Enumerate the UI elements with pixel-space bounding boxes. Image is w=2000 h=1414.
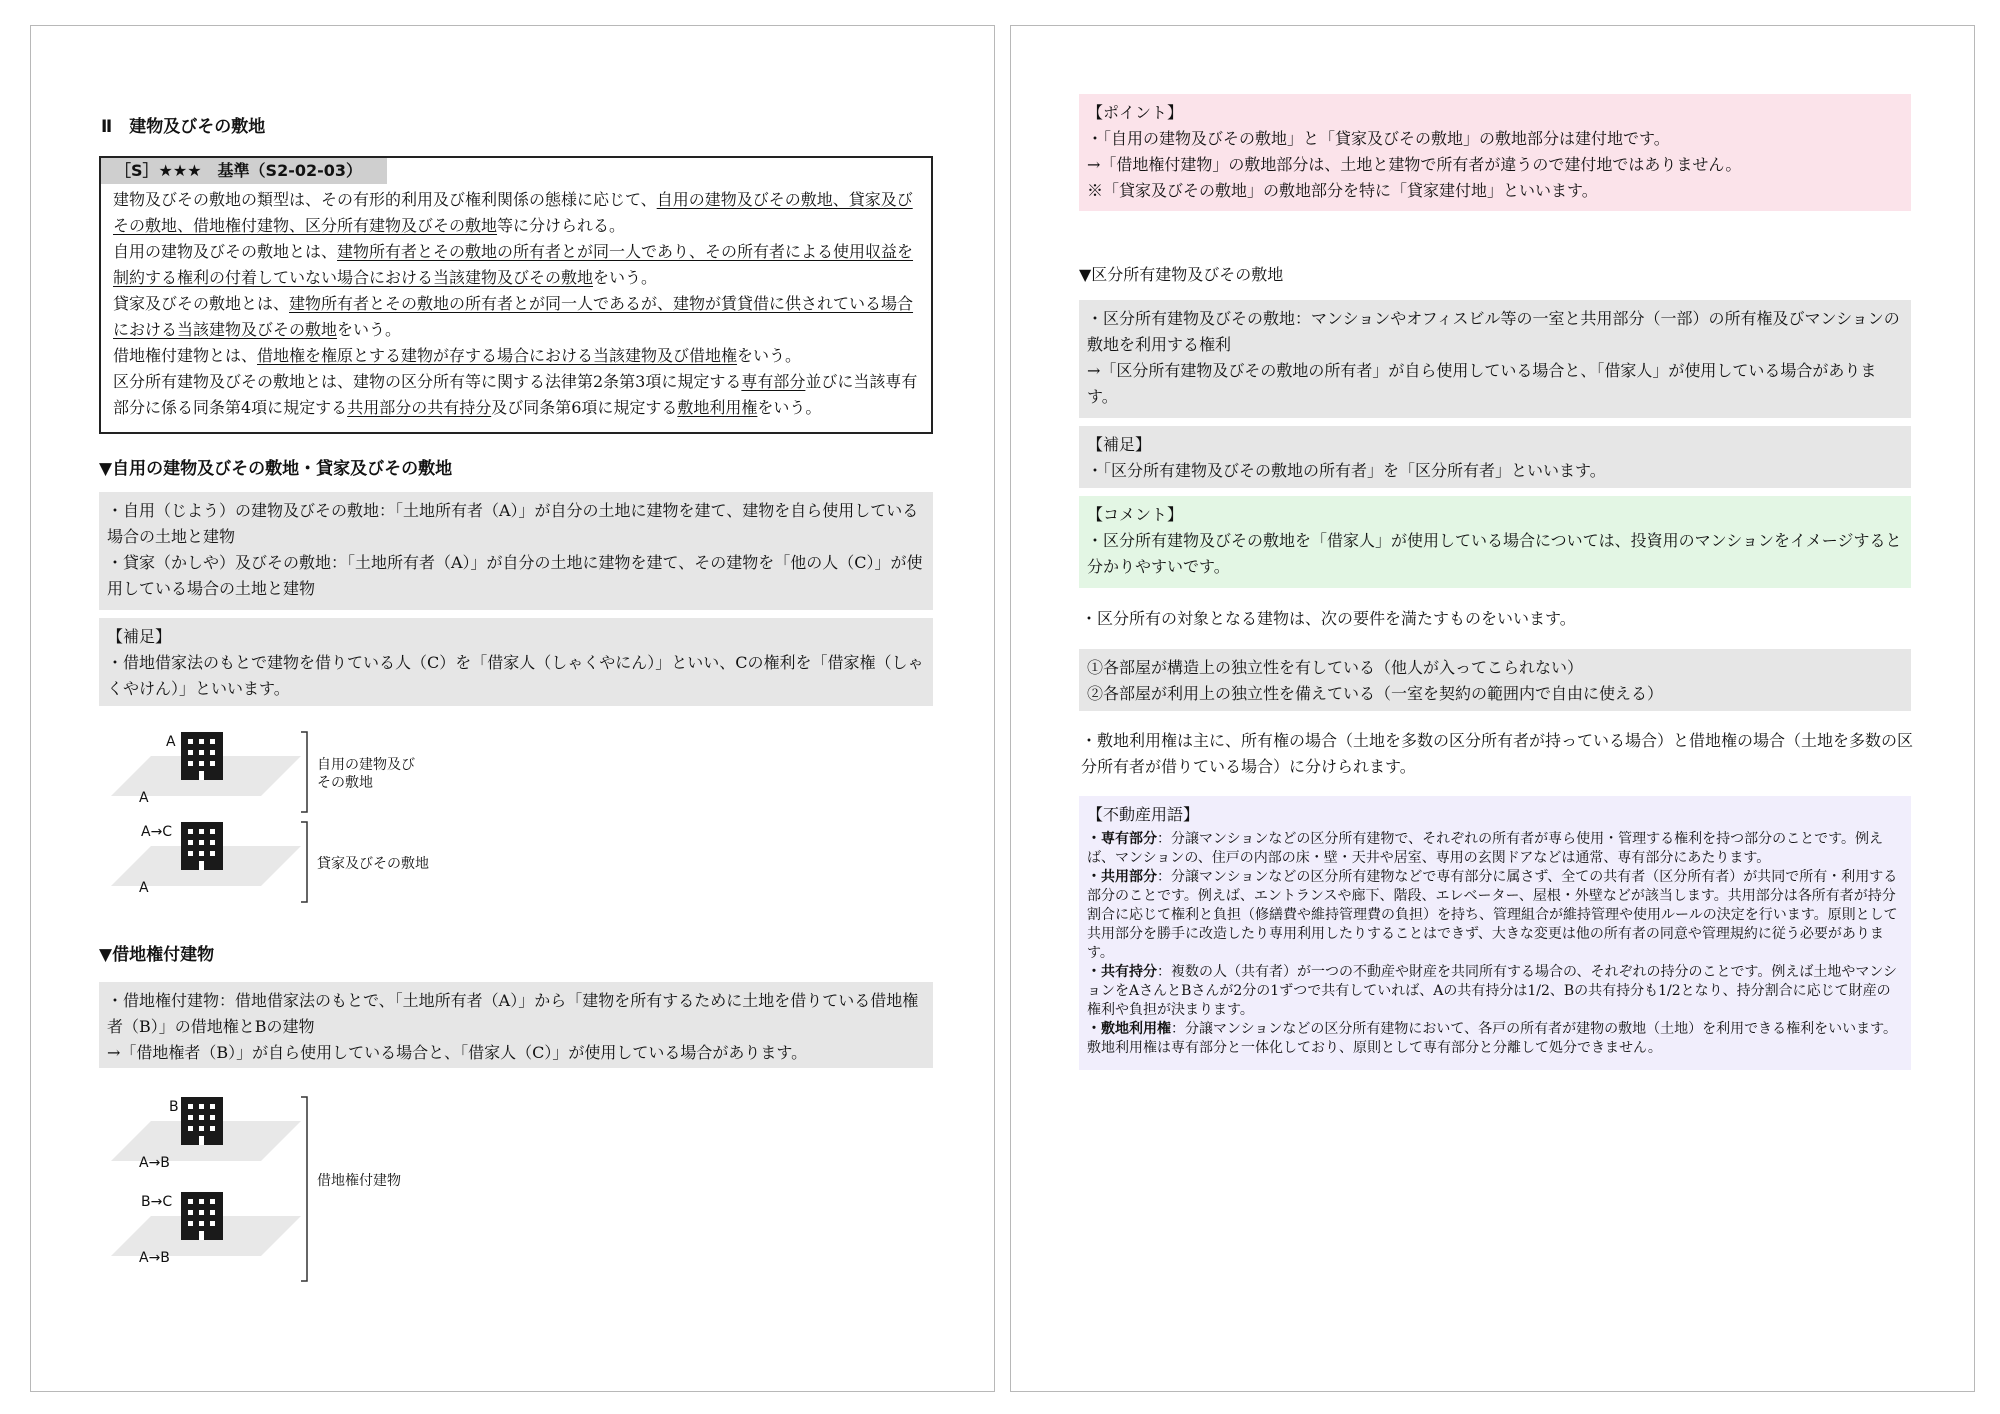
diagram2-bottom-building-label: B→C bbox=[141, 1194, 173, 1210]
term-item bbox=[1087, 963, 1903, 1020]
hosoku-title: 【補足】 bbox=[107, 627, 172, 646]
shakuchi-line-2: →「借地権者（B）」が自ら使用している場合と、「借家人（C）」が使用している場合があります。 bbox=[107, 1043, 808, 1062]
jiyou-box bbox=[99, 492, 933, 610]
standard-paragraph bbox=[113, 369, 921, 421]
point-line-3: ※「貸家及びその敷地」の敷地部分を特に「貸家建付地」といいます。 bbox=[1087, 181, 1598, 200]
comment-title: 【コメント】 bbox=[1087, 505, 1184, 524]
requirement-1: ①各部屋が構造上の独立性を有している（他人が入ってこられない） bbox=[1087, 658, 1584, 677]
underlined-text: 敷地利用権 bbox=[677, 398, 758, 417]
shakuchi-line-1: ・借地権付建物：借地借家法のもとで、「土地所有者（A）」から「建物を所有するために土地を借りている借地権者（B）」の借地権とBの建物 bbox=[107, 991, 919, 1036]
underlined-text: 共用部分の共有持分 bbox=[347, 398, 492, 417]
text-run: 建物及びその敷地の類型は、その有形的利用及び権利関係の態様に応じて、 bbox=[113, 190, 657, 209]
diagram1-bottom-land-label: A bbox=[139, 880, 149, 896]
bracket-bottom bbox=[301, 822, 307, 902]
term-description: ：分譲マンションなどの区分所有建物において、各戸の所有者が建物の敷地（土地）を利用できる権利をいいます。敷地利用権は専有部分と一体化しており、原則として専有部分と分離して処分できません。 bbox=[1087, 1021, 1897, 1056]
shikichi-text: ・敷地利用権は主に、所有権の場合（土地を多数の区分所有者が持っている場合）と借地権の場合（土地を多数の区分所有者が借りている場合）に分けられます。 bbox=[1081, 731, 1914, 776]
kubun-line-1: ・区分所有建物及びその敷地：マンションやオフィスビル等の一室と共用部分（一部）の所有権及びマンションの敷地を利用する権利 bbox=[1087, 309, 1900, 354]
term-item bbox=[1087, 830, 1903, 868]
text-run: をいう。 bbox=[337, 320, 402, 339]
term-name: ・共用部分 bbox=[1087, 869, 1157, 885]
right-page bbox=[1010, 25, 1975, 1392]
diagram1-top-caption: 自用の建物及び その敷地 bbox=[317, 757, 415, 791]
requirements-intro: ・区分所有の対象となる建物は、次の要件を満たすものをいいます。 bbox=[1081, 609, 1576, 628]
standard-text bbox=[113, 187, 921, 421]
text-run: 区分所有建物及びその敷地とは、建物の区分所有等に関する法律第2条第3項に規定する bbox=[113, 372, 742, 391]
text-run: 並びに当該専有部分に係る同条第4項に規定する bbox=[113, 372, 918, 417]
term-description: ：分譲マンションなどの区分所有建物などで専有部分に属さず、全ての共有者（区分所有者）が共同で所有・利用する部分のことです。例えば、エントランスや廊下、階段、エレベーター、屋根・外壁などが該当します。共用部分は各所有者が持分割合に応じて権利と負担（修繕費や維持管理費の負担）を持ち、管理組合が維持管理や使用ルールの決定を行います。原則として共用部分を勝手に改造したり専用利用したりすることはできず、大きな変更は他の所有者の同意や管理規約に従う必要があります。 bbox=[1087, 869, 1898, 961]
standard-paragraph bbox=[113, 187, 921, 239]
text-run: 及び同条第6項に規定する bbox=[491, 398, 678, 417]
diagram2-top-building-label: B bbox=[169, 1099, 179, 1115]
standard-paragraph bbox=[113, 239, 921, 291]
text-run: をいう。 bbox=[757, 398, 822, 417]
diagram1-bottom-building-label: A→C bbox=[141, 824, 173, 840]
requirements-box bbox=[1079, 649, 1911, 711]
text-run: をいう。 bbox=[593, 268, 658, 287]
terms-box bbox=[1079, 796, 1911, 1070]
jiyou-line-2: ・貸家（かしや）及びその敷地：「土地所有者（A）」が自分の土地に建物を建て、その建物を「他の人（C）」が使用している場合の土地と建物 bbox=[107, 553, 923, 598]
standard-label: ［S］★★★ 基準（S2-02-03） bbox=[101, 158, 387, 184]
heading-jiyou: ▼自用の建物及びその敷地・貸家及びその敷地 bbox=[99, 459, 453, 479]
standard-paragraph bbox=[113, 343, 921, 369]
underlined-text: 自用の建物及びその敷地、貸家及びその敷地、借地権付建物、区分所有建物及びその敷地 bbox=[113, 190, 913, 235]
comment-box bbox=[1079, 496, 1911, 588]
left-page bbox=[30, 25, 995, 1392]
jiyou-line-1: ・自用（じよう）の建物及びその敷地：「土地所有者（A）」が自分の土地に建物を建て、建物を自ら使用している場合の土地と建物 bbox=[107, 501, 919, 546]
hosoku2-title: 【補足】 bbox=[1087, 435, 1152, 454]
point-line-2: →「借地権付建物」の敷地部分は、土地と建物で所有者が違うので建付地ではありません。 bbox=[1087, 155, 1742, 174]
terms-list bbox=[1087, 830, 1903, 1058]
term-description: ：複数の人（共有者）が一つの不動産や財産を共同所有する場合の、それぞれの持分のことです。例えば土地やマンションをAさんとBさんが2分の1ずつで共有していれば、Aの共有持分は1/2、Bの共有持分も1/2となり、持分割合に応じて財産の権利や負担が決まります。 bbox=[1087, 964, 1897, 1018]
requirement-2: ②各部屋が利用上の独立性を備えている（一室を契約の範囲内で自由に使える） bbox=[1087, 684, 1664, 703]
term-description: ：分譲マンションなどの区分所有建物で、それぞれの所有者が専ら使用・管理する権利を持つ部分のことです。例えば、マンションの、住戸の内部の床・壁・天井や居室、専用の玄関ドアなどは通常、専有部分にあたります。 bbox=[1087, 831, 1883, 866]
terms-title: 【不動産用語】 bbox=[1087, 805, 1200, 824]
term-item bbox=[1087, 1020, 1903, 1058]
text-run: 借地権付建物とは、 bbox=[113, 346, 258, 365]
diagram2-bottom-land-label: A→B bbox=[139, 1250, 170, 1266]
kubun-box bbox=[1079, 300, 1911, 418]
standard-box bbox=[99, 156, 933, 434]
hosoku2-text: ・「区分所有建物及びその敷地の所有者」を「区分所有者」といいます。 bbox=[1087, 461, 1606, 480]
diagram1-bottom-caption: 貸家及びその敷地 bbox=[317, 856, 429, 872]
diagram2-top-land-label: A→B bbox=[139, 1155, 170, 1171]
hosoku-box bbox=[99, 618, 933, 706]
diagram1-top-land-label: A bbox=[139, 790, 149, 806]
underlined-text: 建物所有者とその敷地の所有者とが同一人であり、その所有者による使用収益を制約する権利の付着していない場合における当該建物及びその敷地 bbox=[113, 242, 914, 287]
point-title: 【ポイント】 bbox=[1087, 103, 1184, 122]
underlined-text: 専有部分 bbox=[741, 372, 806, 391]
diagram2-caption: 借地権付建物 bbox=[317, 1173, 401, 1189]
term-name: ・共有持分 bbox=[1087, 964, 1157, 980]
point-box bbox=[1079, 94, 1911, 211]
heading-shakuchi: ▼借地権付建物 bbox=[99, 945, 215, 965]
diagram1-top-building-label: A bbox=[166, 734, 176, 750]
standard-paragraph bbox=[113, 291, 921, 343]
section-title: Ⅱ 建物及びその敷地 bbox=[101, 117, 266, 137]
bracket bbox=[301, 1097, 307, 1281]
shakuchi-box bbox=[99, 982, 933, 1068]
term-item bbox=[1087, 868, 1903, 963]
comment-text: ・区分所有建物及びその敷地を「借家人」が使用している場合については、投資用のマンションをイメージすると分かりやすいです。 bbox=[1087, 531, 1902, 576]
heading-kubun: ▼区分所有建物及びその敷地 bbox=[1079, 265, 1284, 284]
term-name: ・専有部分 bbox=[1087, 831, 1157, 847]
diagram-jiyou-kashiya bbox=[101, 726, 521, 911]
bracket-top bbox=[301, 732, 307, 812]
underlined-text: 借地権を権原とする建物が存する場合における当該建物及び借地権 bbox=[257, 346, 738, 365]
text-run: をいう。 bbox=[737, 346, 802, 365]
building-icon-bottom bbox=[181, 822, 223, 870]
term-name: ・敷地利用権 bbox=[1087, 1021, 1171, 1037]
text-run: 等に分けられる。 bbox=[497, 216, 626, 235]
building-icon-bottom bbox=[181, 1192, 223, 1240]
underlined-text: 建物所有者とその敷地の所有者とが同一人であるが、建物が賃貸借に供されている場合における当該建物及びその敷地 bbox=[113, 294, 914, 339]
text-run: 貸家及びその敷地とは、 bbox=[113, 294, 290, 313]
hosoku-text: ・借地借家法のもとで建物を借りている人（C）を「借家人（しゃくやにん）」といい、Cの権利を「借家権（しゃくやけん）」といいます。 bbox=[107, 653, 924, 698]
point-line-1: ・「自用の建物及びその敷地」と「貸家及びその敷地」の敷地部分は建付地です。 bbox=[1087, 129, 1670, 148]
text-run: 自用の建物及びその敷地とは、 bbox=[113, 242, 338, 261]
building-icon-top bbox=[181, 732, 223, 780]
building-icon-top bbox=[181, 1097, 223, 1145]
kubun-line-2: →「区分所有建物及びその敷地の所有者」が自ら使用している場合と、「借家人」が使用している場合があります。 bbox=[1087, 361, 1877, 406]
hosoku2-box bbox=[1079, 426, 1911, 488]
